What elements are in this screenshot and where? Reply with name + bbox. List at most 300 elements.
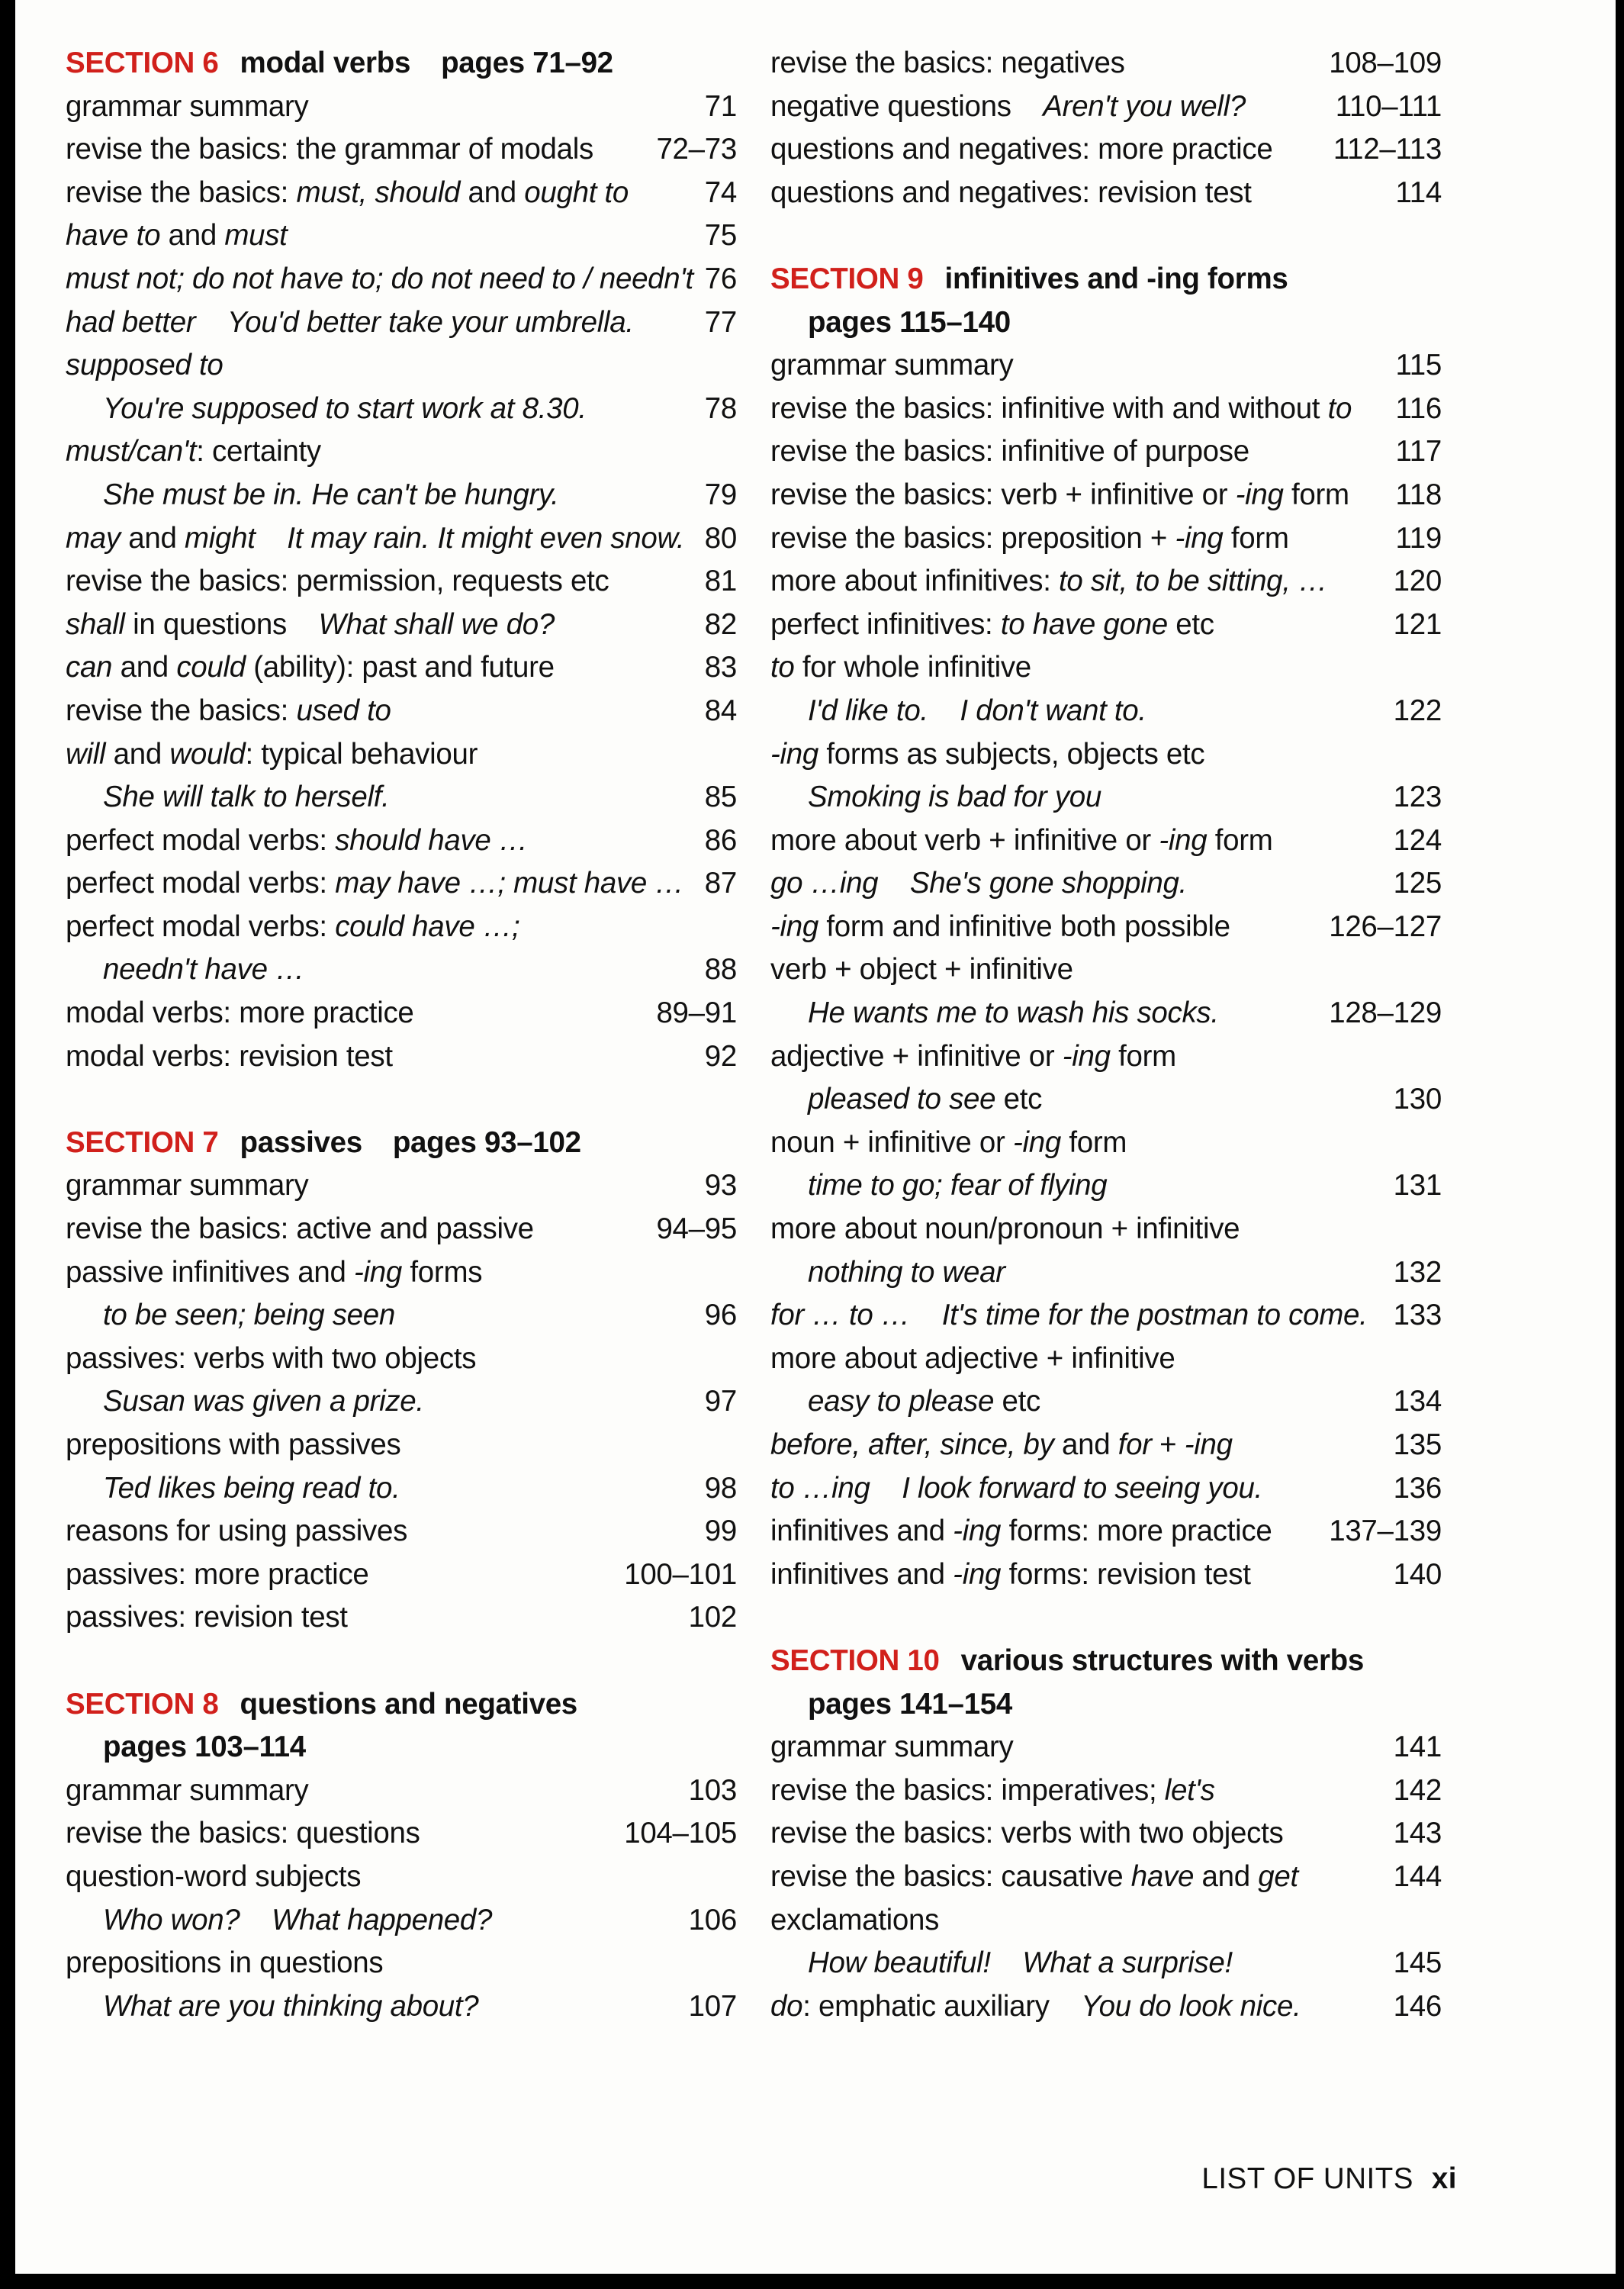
italic-text: What shall we do? (318, 607, 555, 641)
entry-title (770, 1769, 1215, 1813)
entry-text: form (1207, 823, 1273, 857)
contents-entry (770, 1467, 1442, 1511)
section-title: modal verbs (240, 47, 411, 79)
entry-text: form (1283, 478, 1349, 511)
page-number: 143 (1393, 1817, 1442, 1850)
italic-text: You're supposed to start work at 8.30. (103, 391, 587, 425)
entry-title (66, 128, 593, 172)
italic-text: let's (1164, 1773, 1215, 1807)
entry-title (770, 1294, 1368, 1338)
entry-text: modal verbs: revision test (66, 1039, 393, 1073)
entry-title (66, 1553, 369, 1597)
entry-text: reasons for using passives (66, 1515, 408, 1548)
italic-text: You do look nice. (1081, 1989, 1301, 2023)
entry-title (770, 1338, 1175, 1381)
italic-text: Susan was given a prize. (103, 1385, 424, 1418)
italic-text: easy to please (808, 1385, 995, 1418)
entry-text: grammar summary (66, 1773, 309, 1807)
entry-text: revise the basics: negatives (770, 47, 1125, 79)
italic-text: I'd like to. I don't want to. (808, 694, 1146, 727)
italic-text: -ing (1175, 521, 1224, 555)
entry-text: forms: revision test (1001, 1557, 1251, 1591)
page-number: 136 (1393, 1471, 1442, 1505)
italic-text: go …ing (770, 867, 879, 900)
contents-entry (66, 1164, 737, 1208)
contents-entry (770, 604, 1442, 647)
contents-entry (66, 906, 737, 949)
contents-entry (66, 1942, 737, 1985)
page-number: 81 (704, 565, 737, 598)
entry-title (66, 992, 414, 1035)
contents-example-line (66, 1899, 737, 1943)
section-label: SECTION 6 (66, 47, 219, 79)
contents-entry (770, 128, 1442, 172)
entry-text: questions and negatives: revision test (770, 175, 1252, 209)
entry-text: revise the basics: verb + infinitive or (770, 478, 1236, 511)
entry-title (66, 258, 693, 301)
entry-text: form and infinitive both possible (818, 909, 1230, 943)
entry-text: more about noun/pronoun + infinitive (770, 1212, 1240, 1246)
section-title: passives (240, 1125, 362, 1159)
italic-text: used to (296, 694, 391, 727)
entry-text: modal verbs: more practice (66, 996, 414, 1030)
italic-text: to be seen; being seen (103, 1299, 395, 1332)
italic-text: may have …; must have … (335, 867, 684, 900)
page-number: 100–101 (624, 1557, 737, 1591)
section-heading (66, 42, 737, 85)
entry-text (878, 867, 910, 900)
entry-title (103, 776, 390, 819)
contents-entry (770, 474, 1442, 517)
italic-text: You'd better take your umbrella. (227, 305, 634, 339)
entry-title (808, 1251, 1005, 1295)
entry-text: revise the basics: preposition + (770, 521, 1175, 555)
contents-entry (66, 1338, 737, 1381)
page-number: 119 (1395, 521, 1442, 555)
contents-entry (66, 1553, 737, 1597)
entry-text: revise the basics: active and passive (66, 1212, 534, 1246)
italic-text: -ing (1184, 1428, 1233, 1461)
entry-text: revise the basics: (66, 694, 297, 727)
page-number: 83 (704, 651, 737, 684)
page-number: 92 (704, 1039, 737, 1073)
italic-text: -ing (953, 1557, 1002, 1591)
page-number: 115 (1395, 349, 1442, 382)
entry-title (66, 430, 321, 474)
contents-example-line (770, 776, 1442, 819)
page-number: 102 (688, 1601, 737, 1634)
entry-text: : certainty (196, 435, 321, 468)
entry-text: perfect modal verbs: (66, 823, 336, 857)
entry-title (770, 1208, 1240, 1251)
italic-text: for … to … (770, 1299, 911, 1332)
contents-column-right (770, 42, 1442, 2028)
contents-entry (770, 1338, 1442, 1381)
entry-text (870, 1472, 902, 1505)
entry-title (66, 1942, 383, 1985)
entry-text: passive infinitives and (66, 1255, 355, 1289)
entry-title (770, 1856, 1298, 1899)
contents-entry (770, 388, 1442, 431)
entry-title (66, 1338, 476, 1381)
entry-title (770, 172, 1252, 215)
contents-entry (66, 1596, 737, 1640)
contents-entry (770, 1294, 1442, 1338)
entry-text: revise the basics: imperatives; (770, 1773, 1165, 1807)
contents-entry (770, 1510, 1442, 1553)
page-number: 97 (704, 1385, 737, 1418)
italic-text: to …ing (770, 1471, 870, 1505)
contents-entry (770, 430, 1442, 474)
italic-text: It may rain. It might even snow. (287, 521, 685, 555)
italic-text: should have … (335, 823, 529, 857)
page-number: 116 (1395, 391, 1442, 425)
page-number: 108–109 (1329, 47, 1442, 79)
italic-text: might (184, 521, 256, 555)
entry-text: more about verb + infinitive or (770, 823, 1159, 857)
entry-title (770, 128, 1272, 172)
entry-title (770, 1726, 1014, 1769)
entry-title (770, 388, 1352, 431)
entry-title (770, 948, 1073, 992)
page-number: 120 (1393, 565, 1442, 598)
contents-entry (66, 690, 737, 733)
entry-title (66, 819, 528, 863)
contents-entry (66, 85, 737, 129)
entry-text: revise the basics: the grammar of modals (66, 133, 593, 166)
entry-title (66, 172, 629, 215)
contents-entry (66, 560, 737, 604)
entry-title (103, 1380, 424, 1424)
contents-entry (66, 1510, 737, 1553)
contents-entry (770, 1812, 1442, 1856)
contents-example-line (770, 1078, 1442, 1122)
contents-entry (66, 344, 737, 388)
contents-example-line (770, 992, 1442, 1035)
contents-example-line (66, 1467, 737, 1511)
italic-text: to sit, to be sitting, … (1059, 565, 1328, 598)
page-number: 107 (688, 1989, 737, 2023)
contents-entry (66, 1769, 737, 1813)
entry-title (66, 646, 555, 690)
entry-title (66, 1424, 400, 1467)
page-number: 134 (1393, 1385, 1442, 1418)
entry-text: grammar summary (770, 349, 1014, 382)
entry-title (770, 646, 1031, 690)
italic-text: would (169, 737, 246, 771)
page-number: 78 (704, 391, 737, 425)
entry-text: and (120, 521, 185, 555)
contents-entry (770, 1553, 1442, 1597)
page-number: 131 (1393, 1169, 1442, 1202)
entry-text: form (1110, 1039, 1176, 1073)
entry-title (770, 560, 1327, 604)
entry-title (66, 1812, 420, 1856)
section-pages: pages 71–92 (441, 47, 613, 79)
contents-entry (66, 214, 737, 258)
page-number: 114 (1395, 175, 1442, 209)
italic-text: -ing (1012, 1125, 1061, 1159)
entry-title (770, 862, 1187, 906)
contents-entry (770, 172, 1442, 215)
contents-entry (66, 301, 737, 345)
entry-text: passives: more practice (66, 1557, 369, 1591)
entry-text: etc (995, 1083, 1043, 1116)
entry-text: perfect modal verbs: (66, 867, 336, 900)
footer-page-number: xi (1431, 2162, 1457, 2195)
entry-title (66, 1208, 534, 1251)
italic-text: ought to (524, 175, 629, 209)
section-heading (770, 258, 1442, 301)
entry-text: infinitives and (770, 1515, 953, 1548)
spacer (66, 1640, 737, 1683)
page-number: 82 (704, 607, 737, 641)
page-number: 106 (688, 1903, 737, 1936)
entry-title (66, 1251, 482, 1295)
contents-entry (770, 1856, 1442, 1899)
page-number: 104–105 (624, 1817, 737, 1850)
spacer (770, 214, 1442, 258)
entry-title (66, 1164, 309, 1208)
entry-text: forms: more practice (1001, 1515, 1272, 1548)
entry-title (66, 604, 555, 647)
entry-text: verb + object + infinitive (770, 953, 1073, 987)
entry-text: questions and negatives: more practice (770, 133, 1273, 166)
italic-text: have to (66, 219, 161, 253)
entry-text: revise the basics: permission, requests etc (66, 565, 609, 598)
italic-text: must (224, 219, 288, 253)
italic-text: for (1118, 1428, 1152, 1461)
italic-text: supposed to (66, 349, 224, 382)
entry-title (770, 1510, 1272, 1553)
entry-title (103, 388, 587, 431)
italic-text: -ing (770, 909, 818, 943)
entry-title (66, 906, 519, 949)
italic-text: have (1130, 1859, 1195, 1893)
italic-text: How beautiful! What a surprise! (808, 1946, 1233, 1980)
contents-entry (770, 819, 1442, 863)
contents-entry (770, 906, 1442, 949)
spacer (770, 1596, 1442, 1640)
entry-title (770, 1553, 1251, 1597)
entry-title (66, 690, 391, 733)
page-number: 125 (1393, 867, 1442, 900)
entry-text: etc (994, 1385, 1040, 1418)
page-number: 93 (704, 1169, 737, 1202)
entry-text: perfect modal verbs: (66, 909, 336, 943)
italic-text: may (66, 521, 121, 555)
entry-title (66, 560, 609, 604)
page-number: 103 (688, 1773, 737, 1807)
entry-text: grammar summary (66, 1169, 309, 1202)
entry-text: forms (402, 1255, 483, 1289)
contents-example-line (66, 1985, 737, 2029)
page-number: 89–91 (656, 996, 737, 1030)
entry-title (808, 1380, 1040, 1424)
italic-text: She will talk to herself. (103, 781, 390, 814)
entry-title (66, 1769, 309, 1813)
italic-text: Ted likes being read to. (103, 1471, 400, 1505)
italic-text: -ing (1159, 823, 1208, 857)
entry-text: and (460, 175, 525, 209)
contents-entry (770, 1122, 1442, 1165)
contents-entry (66, 1208, 737, 1251)
entry-title (66, 1510, 407, 1553)
italic-text: He wants me to wash his socks. (808, 996, 1219, 1030)
contents-entry (66, 646, 737, 690)
contents-example-line (770, 1251, 1442, 1295)
page-number: 84 (704, 694, 737, 727)
entry-text: and (160, 219, 225, 253)
entry-title (66, 85, 309, 129)
entry-title (770, 517, 1289, 561)
contents-entry (66, 819, 737, 863)
page-number: 135 (1393, 1428, 1442, 1461)
page-number: 79 (704, 478, 737, 511)
page-number: 117 (1395, 435, 1442, 468)
entry-text: (ability): past and future (245, 651, 555, 684)
italic-text: It's time for the postman to come. (941, 1299, 1368, 1332)
contents-example-line (770, 1942, 1442, 1985)
entry-title (66, 1856, 361, 1899)
contents-entry (770, 344, 1442, 388)
italic-text: can (66, 651, 113, 684)
entry-title (808, 776, 1101, 819)
section-pages-line (770, 301, 1442, 345)
entry-title (770, 1812, 1283, 1856)
page-number: 137–139 (1329, 1515, 1442, 1548)
contents-entry (770, 1726, 1442, 1769)
section-title: infinitives and -ing forms (944, 262, 1288, 295)
contents-entry (66, 733, 737, 777)
italic-text: -ing (953, 1515, 1002, 1548)
italic-text: Aren't you well? (1043, 89, 1246, 123)
entry-text (195, 306, 227, 339)
entry-title (770, 906, 1230, 949)
entry-text: : emphatic auxiliary (802, 1989, 1082, 2023)
contents-example-line (770, 1380, 1442, 1424)
italic-text: could have …; (335, 909, 520, 943)
italic-text: Who won? What happened? (103, 1903, 493, 1936)
entry-title (808, 1078, 1042, 1122)
contents-entry (770, 1208, 1442, 1251)
italic-text: had better (66, 305, 196, 339)
italic-text: What are you thinking about? (103, 1989, 479, 2023)
entry-title (770, 819, 1273, 863)
entry-text: + (1151, 1428, 1185, 1461)
page-number: 77 (704, 305, 737, 339)
page-number: 141 (1393, 1730, 1442, 1764)
page-number: 87 (704, 867, 737, 900)
contents-entry (770, 560, 1442, 604)
contents-example-line (66, 776, 737, 819)
contents-example-line (770, 1164, 1442, 1208)
entry-text: more about adjective + infinitive (770, 1341, 1175, 1375)
entry-text: and (1194, 1859, 1259, 1893)
contents-column-left (66, 42, 737, 2028)
contents-entry (66, 430, 737, 474)
contents-example-line (66, 474, 737, 517)
entry-title (770, 1035, 1176, 1079)
contents-entry (66, 1035, 737, 1079)
entry-title (770, 733, 1204, 777)
page-number: 85 (704, 781, 737, 814)
italic-text: shall (66, 607, 125, 641)
section-heading (770, 1640, 1442, 1683)
contents-entry (66, 604, 737, 647)
entry-title (66, 517, 684, 561)
italic-text: get (1258, 1859, 1298, 1893)
entry-text: grammar summary (66, 89, 309, 123)
section-pages-line (770, 1683, 1442, 1727)
italic-text: -ing (1235, 478, 1284, 511)
contents-entry (66, 128, 737, 172)
italic-text: to have gone (1000, 607, 1168, 641)
entry-text: question-word subjects (66, 1859, 362, 1893)
entry-text: prepositions in questions (66, 1946, 384, 1980)
entry-title (103, 1985, 478, 2029)
page-footer (1201, 2162, 1457, 2196)
section-label: SECTION 9 (770, 262, 924, 295)
contents-example-line (66, 948, 737, 992)
contents-entry (770, 85, 1442, 129)
contents-example-line (66, 388, 737, 431)
entry-text: infinitives and (770, 1557, 953, 1591)
entry-title (103, 1467, 400, 1511)
contents-entry (770, 646, 1442, 690)
entry-title (770, 430, 1249, 474)
entry-text: form (1060, 1125, 1127, 1159)
entry-text: : typical behaviour (245, 737, 478, 771)
entry-title (770, 85, 1246, 129)
contents-entry (66, 1812, 737, 1856)
contents-example-line (66, 1380, 737, 1424)
entry-title (808, 1942, 1233, 1985)
italic-text: must/can't (66, 435, 197, 468)
entry-text: more about infinitives: (770, 565, 1059, 598)
entry-title (66, 1596, 348, 1640)
section-heading (66, 1683, 737, 1727)
entry-title (103, 1294, 395, 1338)
page-number: 144 (1393, 1859, 1442, 1893)
section-pages: pages 93–102 (392, 1125, 581, 1159)
italic-text: -ing (354, 1255, 403, 1289)
spacer (66, 1078, 737, 1122)
italic-text: must not; do not have to; do not need to / needn't (66, 262, 693, 295)
contents-entry (770, 1899, 1442, 1943)
contents-entry (770, 42, 1442, 85)
section-label: SECTION 7 (66, 1125, 219, 1159)
contents-entry (66, 862, 737, 906)
entry-title (770, 344, 1014, 388)
section-label: SECTION 8 (66, 1687, 219, 1721)
page-number: 71 (704, 89, 737, 123)
page-number: 86 (704, 823, 737, 857)
page-number: 80 (704, 521, 737, 555)
entry-title (770, 1122, 1127, 1165)
entry-title (770, 604, 1214, 647)
section-title: questions and negatives (240, 1687, 577, 1721)
page-number: 132 (1393, 1255, 1442, 1289)
page-number: 124 (1393, 823, 1442, 857)
page-number: 76 (704, 262, 737, 295)
entry-title (770, 1424, 1233, 1467)
entry-text: passives: verbs with two objects (66, 1341, 477, 1375)
footer-title: LIST OF UNITS (1201, 2162, 1413, 2195)
page-number: 122 (1393, 694, 1442, 727)
contents-entry (770, 1035, 1442, 1079)
entry-text: forms as subjects, objects etc (818, 737, 1205, 771)
